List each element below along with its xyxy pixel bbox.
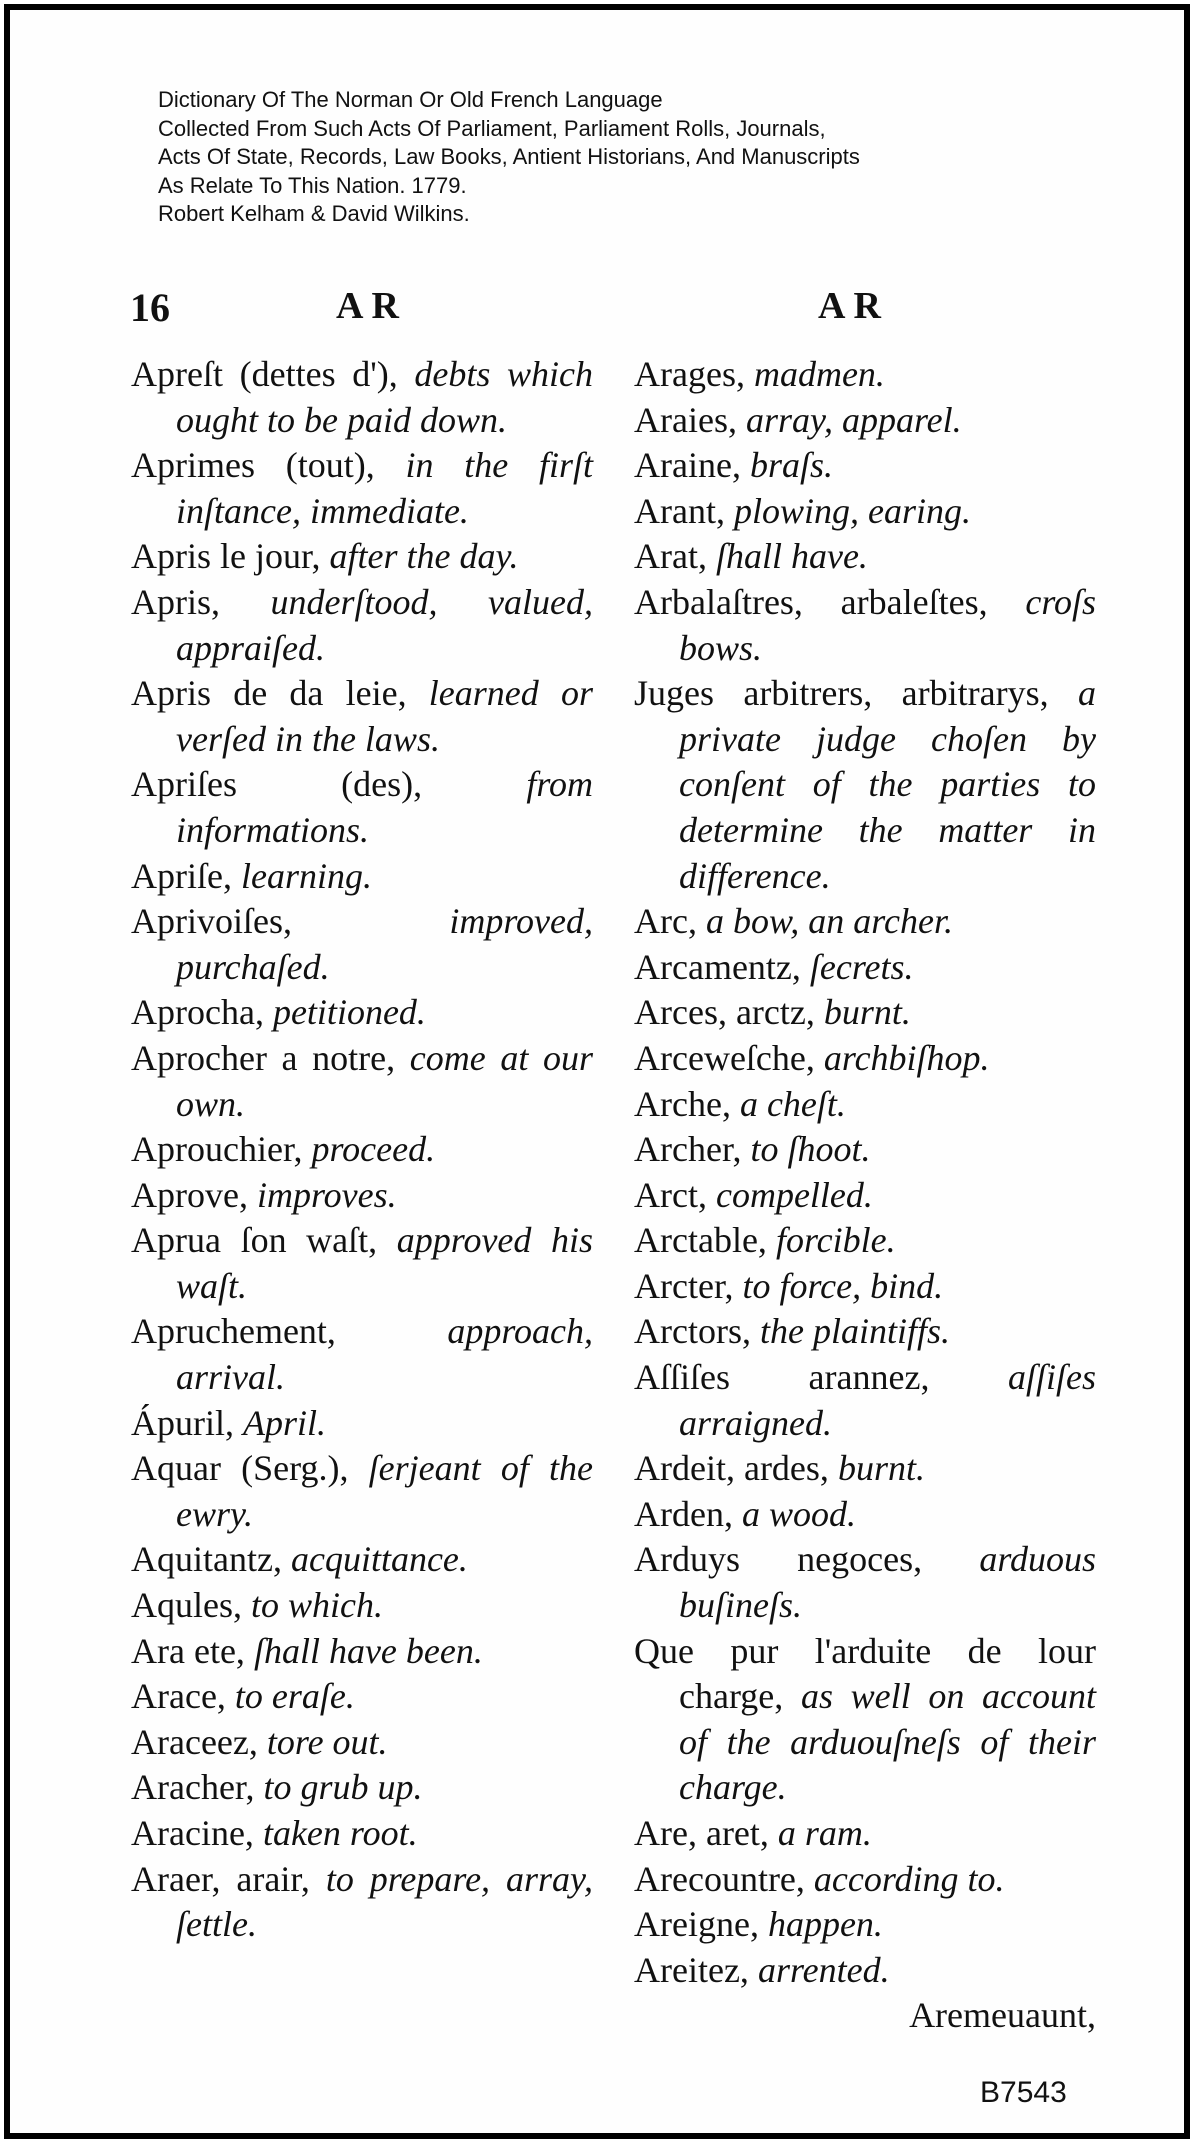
entry-headword: Are, aret, (634, 1813, 769, 1853)
entry-headword: Ardeit, ardes, (634, 1448, 829, 1489)
dictionary-entry (634, 1173, 1096, 1219)
entry-headword: Aprimes (tout), (131, 445, 375, 486)
entry-headword: Aquar (Serg.), (131, 1448, 349, 1489)
entry-gloss: archbiſhop. (823, 1037, 990, 1078)
entry-gloss: aſſiſes arraigned. (679, 1357, 1096, 1443)
dictionary-entry (634, 1082, 1096, 1128)
dictionary-entry (131, 352, 593, 443)
entry-headword: Aracher, (131, 1767, 255, 1808)
entry-gloss: ſerjeant of the ewry. (176, 1448, 593, 1534)
entry-gloss: arduous buſineſs. (679, 1539, 1096, 1626)
dictionary-entry (131, 1720, 593, 1766)
entry-headword: Juges arbitrers, arbitrarys, (634, 673, 1049, 714)
dictionary-entry (634, 1811, 1096, 1857)
entry-gloss: to ſhoot. (750, 1129, 871, 1170)
entry-headword: Ápuril, (131, 1402, 234, 1443)
document-header (158, 86, 860, 229)
entry-gloss: to eraſe. (234, 1676, 355, 1717)
entry-headword: Aracine, (131, 1813, 254, 1853)
entry-gloss: a cheſt. (739, 1083, 846, 1124)
dictionary-entry (131, 671, 593, 762)
entry-headword: Arant, (634, 490, 725, 531)
entry-headword: Aprivoiſes, (131, 901, 292, 942)
right-column (634, 352, 1096, 2039)
entry-gloss: learning. (240, 855, 372, 896)
entry-headword: Arat, (634, 536, 707, 577)
entry-headword: Aprocher a notre, (131, 1037, 396, 1078)
entry-gloss: approved his waſt. (176, 1220, 594, 1306)
entry-gloss: a bow, an archer. (705, 901, 953, 942)
header-line: As Relate To This Nation. 1779. (158, 172, 467, 198)
dictionary-entry (634, 534, 1096, 580)
entry-headword: Arcamentz, (634, 946, 801, 987)
entry-headword: Arbalaſtres, arbaleſtes, (634, 581, 988, 622)
entry-gloss: learned or verſed in the laws. (176, 673, 593, 759)
entry-gloss: taken root. (262, 1813, 418, 1853)
entry-gloss: arrented. (757, 1949, 890, 1990)
entry-gloss: happen. (767, 1904, 883, 1945)
entry-gloss: a wood. (741, 1493, 856, 1534)
dictionary-entry (634, 1264, 1096, 1310)
entry-gloss: array, apparel. (745, 399, 962, 440)
entry-gloss: the plaintiffs. (759, 1311, 950, 1352)
entry-gloss: ſhall have been. (253, 1630, 483, 1671)
dictionary-entry (634, 1127, 1096, 1173)
dictionary-entry (634, 1948, 1096, 1994)
dictionary-entry (634, 489, 1096, 535)
entry-headword: Arche, (634, 1083, 731, 1124)
entry-gloss: to grub up. (263, 1767, 423, 1808)
entry-headword: Aprouchier, (131, 1129, 303, 1170)
dictionary-entry (634, 1036, 1096, 1082)
dictionary-entry (634, 398, 1096, 444)
entry-gloss: come at our own. (176, 1037, 594, 1124)
dictionary-entry (131, 854, 593, 900)
dictionary-entry (131, 1537, 593, 1583)
dictionary-entry (634, 671, 1096, 899)
dictionary-entry (634, 580, 1096, 671)
entry-gloss: from informations. (176, 764, 593, 850)
dictionary-entry (634, 443, 1096, 489)
entry-gloss: burnt. (837, 1448, 925, 1489)
entry-headword: Arden, (634, 1493, 733, 1534)
entry-gloss: after the day. (329, 536, 519, 577)
dictionary-entry (634, 1902, 1096, 1948)
entry-gloss: underſtood, valued, appraiſed. (176, 581, 594, 668)
entry-gloss: a private judge choſen by conſent of the parties to determine the matter in difference. (679, 673, 1096, 896)
dictionary-entry (131, 534, 593, 580)
entry-headword: Archer, (634, 1129, 742, 1170)
entry-headword: Areitez, (634, 1949, 749, 1990)
dictionary-entry (634, 1629, 1096, 1811)
dictionary-entry (131, 899, 593, 990)
header-line: Collected From Such Acts Of Parliament, Parliament Rolls, Journals, (158, 115, 826, 141)
entry-gloss: ſecrets. (809, 946, 914, 987)
dictionary-entry (131, 1765, 593, 1811)
dictionary-entry (131, 1036, 593, 1127)
entry-headword: Aprua ſon waſt, (131, 1220, 378, 1261)
entry-gloss: madmen. (753, 354, 885, 394)
dictionary-entry (634, 1446, 1096, 1492)
entry-headword: Apruchement, (131, 1311, 336, 1352)
entry-headword: Arace, (131, 1676, 226, 1717)
entry-gloss: tore out. (266, 1721, 388, 1762)
dictionary-entry (131, 1309, 593, 1400)
reference-code: B7543 (980, 2076, 1067, 2109)
running-head-right: AR (818, 285, 889, 327)
entry-headword: Arct, (634, 1174, 707, 1215)
entry-headword: Apreſt (dettes d'), (131, 354, 398, 394)
dictionary-entry (131, 1401, 593, 1447)
header-line: Dictionary Of The Norman Or Old French Language (158, 87, 663, 112)
entry-gloss: debts which ought to be paid down. (176, 354, 594, 440)
dictionary-entry (131, 580, 593, 671)
entry-headword: Que pur l'arduite de lour charge, (634, 1630, 1096, 1717)
entry-headword: Arcter, (634, 1265, 734, 1306)
dictionary-entry (131, 1173, 593, 1219)
entry-gloss: according to. (813, 1858, 1005, 1899)
entry-gloss: April. (243, 1402, 327, 1443)
dictionary-entry (131, 1674, 593, 1720)
entry-headword: Aqules, (131, 1585, 242, 1626)
entry-gloss: approach, arrival. (176, 1311, 593, 1398)
entry-gloss: ſhall have. (715, 536, 868, 577)
dictionary-entry (131, 443, 593, 534)
entry-headword: Ara ete, (131, 1630, 245, 1671)
entry-gloss: acquittance. (290, 1539, 468, 1580)
entry-headword: Apris de da leie, (131, 673, 407, 714)
entry-headword: Arctors, (634, 1311, 751, 1352)
header-line: Robert Kelham & David Wilkins. (158, 201, 470, 226)
entry-gloss: forcible. (775, 1220, 896, 1261)
dictionary-entry (634, 352, 1096, 398)
dictionary-entry (634, 1218, 1096, 1264)
entry-gloss: croſs bows. (679, 581, 1097, 668)
dictionary-entry (634, 1309, 1096, 1355)
dictionary-entry (634, 1857, 1096, 1903)
running-head-left: AR (336, 285, 407, 327)
entry-gloss: in the firſt inſtance, immediate. (176, 445, 593, 531)
entry-headword: Aquitantz, (131, 1539, 282, 1580)
dictionary-entry (634, 1492, 1096, 1538)
entry-headword: Apris le jour, (131, 536, 321, 577)
dictionary-entry (634, 990, 1096, 1036)
entry-headword: Areigne, (634, 1904, 759, 1945)
entry-gloss: improved, purchaſed. (176, 901, 593, 987)
entry-headword: Araine, (634, 445, 741, 486)
dictionary-entry (131, 1218, 593, 1309)
entry-headword: Araceez, (131, 1721, 258, 1762)
dictionary-entry (634, 1355, 1096, 1446)
entry-gloss: improves. (256, 1174, 397, 1215)
dictionary-entry (131, 762, 593, 853)
entry-headword: Arduys negoces, (634, 1539, 923, 1580)
entry-gloss: to which. (251, 1585, 383, 1626)
entry-headword: Aprove, (131, 1174, 248, 1215)
entry-gloss: to prepare, array, ſettle. (176, 1858, 593, 1945)
entry-headword: Aſſiſes arannez, (634, 1357, 930, 1398)
entry-headword: Apriſe, (131, 855, 232, 896)
entry-gloss: a ram. (777, 1813, 872, 1853)
entry-headword: Araer, arair, (131, 1858, 310, 1899)
entry-gloss: to force, bind. (742, 1265, 944, 1306)
dictionary-entry (634, 899, 1096, 945)
entry-gloss: plowing, earing. (733, 490, 971, 531)
left-column (131, 352, 593, 1948)
dictionary-entry (634, 945, 1096, 991)
dictionary-entry (131, 1446, 593, 1537)
dictionary-entry (131, 1629, 593, 1675)
entry-gloss: as well on account of the arduouſneſs of their charge. (679, 1676, 1096, 1808)
dictionary-entry (131, 1583, 593, 1629)
header-line: Acts Of State, Records, Law Books, Antient Historians, And Manuscripts (158, 144, 860, 169)
entry-headword: Apris, (131, 581, 220, 622)
entry-headword: Arceweſche, (634, 1037, 815, 1078)
entry-headword: Arces, arctz, (634, 992, 815, 1033)
entry-headword: Arctable, (634, 1220, 767, 1261)
dictionary-entry (634, 1537, 1096, 1628)
dictionary-entry (131, 1857, 593, 1948)
dictionary-entry (131, 1127, 593, 1173)
entry-headword: Arages, (634, 354, 745, 394)
entry-gloss: proceed. (311, 1129, 436, 1170)
entry-gloss: braſs. (749, 445, 833, 486)
catchword: Aremeuaunt, (909, 1995, 1096, 2036)
dictionary-entry (131, 990, 593, 1036)
entry-headword: Araies, (634, 399, 737, 440)
entry-gloss: petitioned. (272, 992, 426, 1033)
entry-headword: Apriſes (des), (131, 764, 423, 805)
entry-headword: Arecountre, (634, 1858, 805, 1899)
entry-gloss: burnt. (823, 992, 911, 1033)
dictionary-entry (131, 1811, 593, 1857)
entry-headword: Arc, (634, 901, 697, 942)
entry-headword: Aprocha, (131, 992, 264, 1033)
entry-gloss: compelled. (715, 1174, 873, 1215)
page-number: 16 (130, 285, 170, 330)
